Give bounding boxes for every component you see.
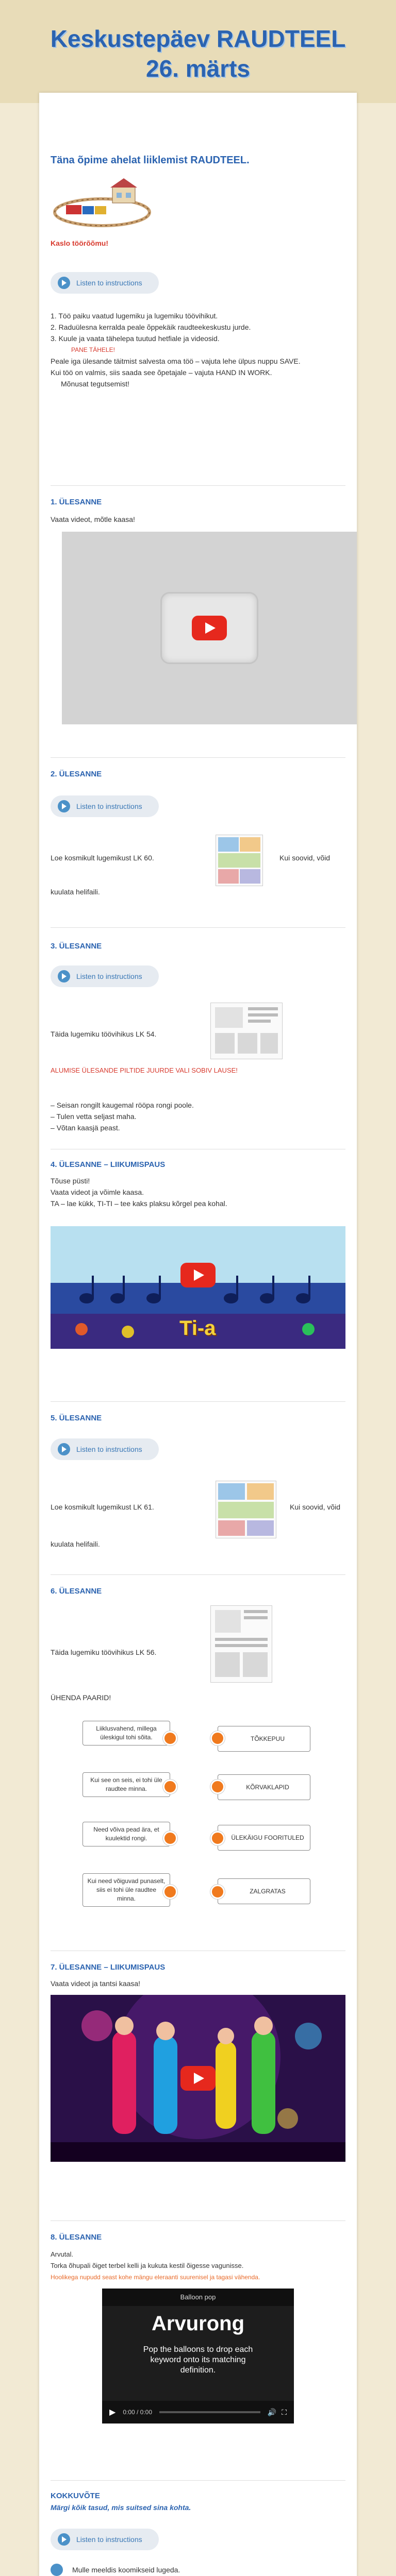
listen-label: Listen to instructions (76, 2535, 142, 2544)
task2-text-right: Kui soovid, võid (279, 854, 331, 862)
intro-step: Peale iga ülesande täitmist salvesta oma töö – vajuta lehe ülpus nuppu SAVE. (51, 357, 301, 365)
task5-section (51, 1414, 345, 1422)
play-icon (58, 1443, 70, 1455)
intro-step: 1. Töö paiku vaatud lugemiku ja lugemiku töövihikut. (51, 312, 218, 320)
match-left-item[interactable]: Kui see on seis, ei tohi üle raudtee minna. (82, 1772, 170, 1797)
match-left-item[interactable]: Liiklusvahend, millega üleskigul tohi sõita. (82, 1721, 170, 1745)
task3-warning: ALUMISE ÜLESANDE PILTIDE JUURDE VALI SOBIV LAUSE! (51, 1066, 238, 1074)
task2-title: 2. ÜLESANNE (51, 770, 102, 778)
game-progress-bar[interactable] (159, 2411, 260, 2413)
intro-step: Kui töö on valmis, siis saada see õpetajale – vajuta HAND IN WORK. (51, 368, 272, 377)
bullet-text: Tulen vetta seljast maha. (56, 1112, 137, 1121)
checklist-item[interactable] (51, 2558, 339, 2576)
balloon-pop-game[interactable] (102, 2289, 294, 2424)
task7-video[interactable] (51, 1995, 345, 2162)
comic-page-image (216, 1481, 276, 1538)
page-header (0, 0, 396, 103)
task6-content (51, 1605, 345, 1708)
bullet-text: Seisan rongilt kaugemal rööpa rongi poole. (56, 1101, 194, 1109)
content-card (39, 93, 357, 2576)
page-title-line1: Keskustepäev RAUDTEEL (50, 25, 346, 52)
intro-step: 2. Raduülesna kerralda peale õppekäik raudteekeskustu jurde. (51, 323, 251, 331)
bullet-item: – Seisan rongilt kaugemal rööpa rongi poole. (51, 1101, 194, 1109)
listen-button[interactable] (51, 1438, 159, 1460)
comic-page-image (216, 835, 263, 886)
task8-text1: Arvutal. (51, 2250, 74, 2258)
match-handle[interactable] (163, 1831, 177, 1845)
bullet-item: – Võtan kaasjä peast. (51, 1124, 120, 1132)
listen-label: Listen to instructions (76, 279, 142, 287)
checklist-subheading: Märgi kõik tasud, mis suitsed sina kohta. (51, 2503, 191, 2512)
page-title-line2: 26. märts (145, 55, 250, 82)
play-icon (58, 970, 70, 982)
task3-title: 3. ÜLESANNE (51, 942, 102, 951)
listen-button[interactable] (51, 965, 159, 987)
task8-title: 8. ÜLESANNE (51, 2233, 102, 2242)
workbook-page-image (210, 1003, 283, 1059)
game-header: Balloon pop (102, 2289, 294, 2306)
volume-icon[interactable]: 🔊 (267, 2408, 277, 2416)
fullscreen-icon[interactable]: ⛶ (282, 2408, 287, 2416)
match-handle[interactable] (210, 1780, 225, 1794)
task2-text-cont: kuulata helifaili. (51, 888, 100, 896)
task2-content (51, 835, 345, 896)
listen-label: Listen to instructions (76, 802, 142, 810)
task2-section (51, 770, 345, 778)
video-caption: Ti-a (179, 1317, 216, 1340)
checklist-listen-wrap (51, 2529, 345, 2550)
youtube-play-icon[interactable] (180, 2066, 216, 2091)
task4-text1: Tõuse püsti! (51, 1177, 90, 1185)
match-left-item[interactable]: Kui need võiguvad punaselt, siis ei tohi üle raudtee minna. (82, 1873, 170, 1907)
task8-warning: Hoolikega nupudd seast kohe mängu eleraanti suurenisel ja tagasi vähenda. (51, 2274, 260, 2281)
match-left-item[interactable]: Need võiva pead ära, et kuulektid rongi. (82, 1822, 170, 1846)
train-toy-image (51, 175, 154, 232)
checkbox[interactable] (51, 2564, 63, 2576)
intro-step: Mõnusat tegutsemist! (61, 380, 130, 388)
checklist (51, 2558, 345, 2576)
task1-text: Vaata videot, mõtle kaasa! (51, 515, 135, 523)
task2-listen-wrap (51, 795, 345, 817)
bullet-text: Võtan kaasjä peast. (56, 1124, 120, 1132)
task3-section (51, 942, 345, 951)
listen-label: Listen to instructions (76, 1445, 142, 1453)
bullet-item: – Tulen vetta seljast maha. (51, 1112, 137, 1121)
task4-text3: TA – lae kükk, TI-TI – tee kaks plaksu kõrgel pea kohal. (51, 1199, 227, 1208)
match-right-item[interactable]: ÜLEKÄIGU FOORITULED (218, 1825, 310, 1851)
divider (51, 485, 345, 486)
task7-section (51, 1963, 345, 1989)
match-handle[interactable] (163, 1731, 177, 1745)
listen-button[interactable] (51, 272, 159, 294)
match-handle[interactable] (210, 1731, 225, 1745)
task7-text: Vaata videot ja tantsi kaasa! (51, 1979, 141, 1988)
game-time: 0:00 / 0:00 (123, 2409, 153, 2416)
task1-video[interactable] (62, 532, 357, 724)
listen-button[interactable] (51, 795, 159, 817)
task4-title: 4. ÜLESANNE – LIIKUMISPAUS (51, 1160, 166, 1169)
play-icon[interactable]: ▶ (109, 2408, 116, 2417)
task3-bullets (51, 1099, 345, 1133)
game-controls (102, 2401, 294, 2424)
intro-subheading-wrap (51, 239, 345, 247)
intro-heading: Täna õpime ahelat liiklemist RAUDTEEL. (51, 155, 250, 166)
task8-section (51, 2233, 345, 2283)
divider (51, 927, 345, 928)
workbook-page-image (210, 1605, 272, 1683)
game-instructions: Pop the balloons to drop each keyword onto its matching definition. (143, 2345, 253, 2375)
youtube-play-icon[interactable] (180, 1263, 216, 1287)
game-title: Arvurong (152, 2312, 244, 2335)
divider (51, 757, 345, 758)
task3-text: Täida lugemiku töövihikus LK 54. (51, 1030, 157, 1038)
task3-content (51, 1003, 345, 1090)
match-handle[interactable] (163, 1885, 177, 1899)
intro-steps (51, 310, 345, 389)
task5-text-right: Kui soovid, võid (290, 1503, 341, 1511)
intro-section (51, 155, 345, 166)
task5-content (51, 1481, 345, 1553)
matching-exercise (51, 1721, 345, 1937)
checklist-label: Mulle meeldis koomikseid lugeda. (72, 2565, 180, 2574)
checklist-heading: KOKKUVÕTE (51, 2492, 100, 2500)
task6-section (51, 1587, 345, 1596)
task5-listen-wrap (51, 1438, 345, 1460)
task4-text2: Vaata videot ja võimle kaasa. (51, 1188, 144, 1196)
task3-listen-wrap (51, 965, 345, 987)
task6-subheading: ÜHENDA PAARID! (51, 1693, 111, 1702)
task1-section (51, 498, 345, 525)
task5-text-cont: kuulata helifaili. (51, 1540, 100, 1548)
task4-section (51, 1160, 345, 1209)
task8-text2: Torka õhupali õiget terbel kelli ja kukuta kestil õigesse vagunisse. (51, 2262, 244, 2269)
task4-video[interactable] (51, 1226, 345, 1349)
task5-title: 5. ÜLESANNE (51, 1414, 102, 1422)
match-handle[interactable] (210, 1885, 225, 1899)
page-title (0, 24, 396, 83)
match-right-item[interactable]: ZALGRATAS (218, 1878, 310, 1904)
youtube-play-icon[interactable] (192, 616, 227, 640)
match-handle[interactable] (163, 1780, 177, 1794)
intro-subheading: Kaslo töörõõmu! (51, 239, 108, 247)
task6-title: 6. ÜLESANNE (51, 1587, 102, 1596)
divider (51, 1574, 345, 1575)
task6-text: Täida lugemiku töövihikus LK 56. (51, 1648, 157, 1656)
intro-step: 3. Kuule ja vaata tähelepa tuutud hetfiale ja videosid. (51, 334, 220, 343)
match-handle[interactable] (210, 1831, 225, 1845)
checklist-section (51, 2492, 345, 2512)
match-right-item[interactable]: TÕKKEPUU (218, 1726, 310, 1752)
play-icon (58, 277, 70, 289)
listen-button[interactable] (51, 2529, 159, 2550)
task7-title: 7. ÜLESANNE – LIIKUMISPAUS (51, 1963, 166, 1972)
divider (51, 1401, 345, 1402)
play-icon (58, 2533, 70, 2546)
play-icon (58, 800, 70, 812)
intro-note: PANE TÄHELE! (71, 346, 115, 353)
intro-listen-wrap (51, 272, 345, 294)
task1-title: 1. ÜLESANNE (51, 498, 102, 506)
task2-text: Loe kosmikult lugemikust LK 60. (51, 854, 154, 862)
divider (51, 2480, 345, 2481)
listen-label: Listen to instructions (76, 972, 142, 980)
match-right-item[interactable]: KÕRVAKLAPID (218, 1774, 310, 1800)
task5-text: Loe kosmikult lugemikust LK 61. (51, 1503, 154, 1511)
